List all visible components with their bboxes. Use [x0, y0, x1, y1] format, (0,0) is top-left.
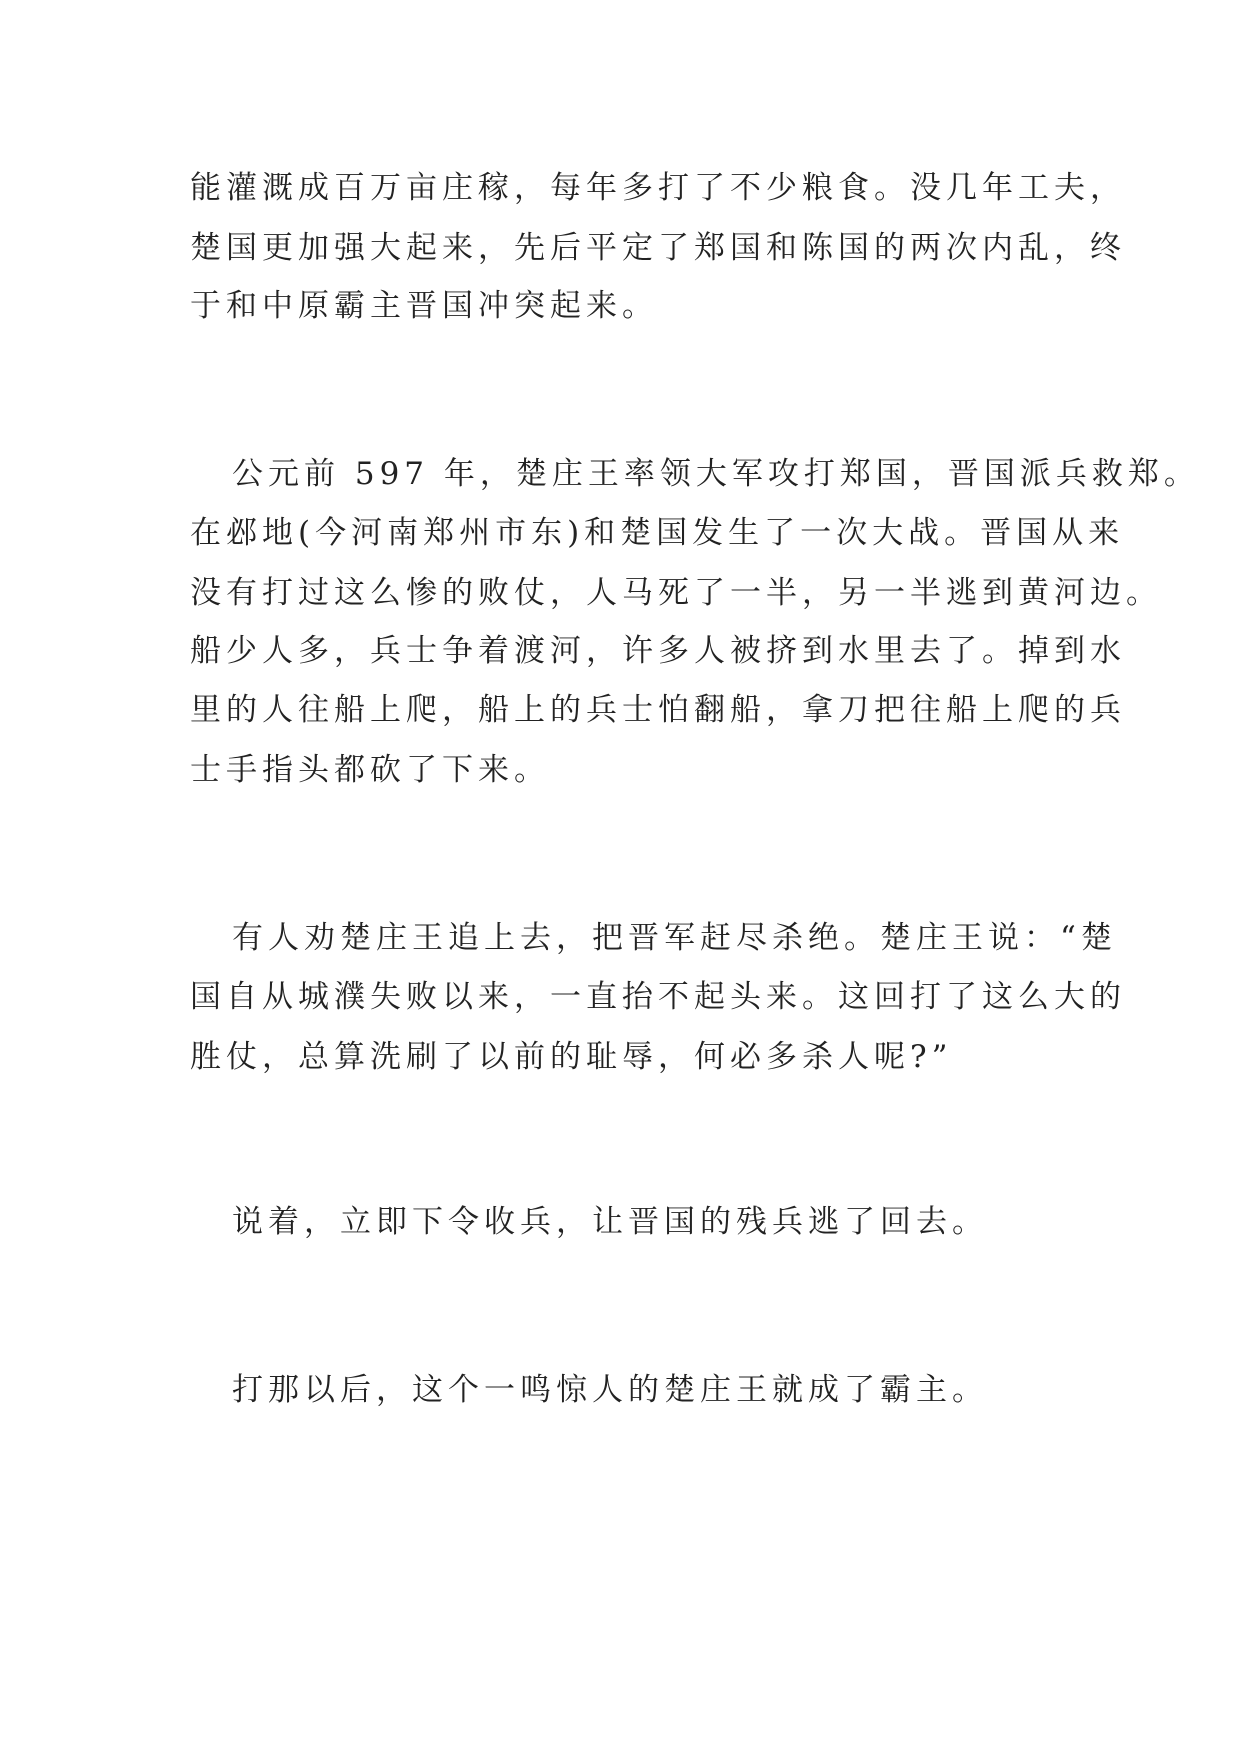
- paragraph-2-line-5: 里的人往船上爬，船上的兵士怕翻船，拿刀把往船上爬的兵: [190, 692, 1126, 728]
- paragraph-4-line-1: 说着，立即下令收兵，让晋国的残兵逃了回去。: [232, 1204, 988, 1240]
- paragraph-5-line-1: 打那以后，这个一鸣惊人的楚庄王就成了霸主。: [232, 1372, 988, 1408]
- paragraph-3-line-2: 国自从城濮失败以来，一直抬不起头来。这回打了这么大的: [190, 979, 1126, 1015]
- paragraph-1-line-3: 于和中原霸主晋国冲突起来。: [190, 288, 658, 324]
- paragraph-2-line-6: 士手指头都砍了下来。: [190, 752, 550, 788]
- paragraph-2-line-3: 没有打过这么惨的败仗，人马死了一半，另一半逃到黄河边。: [190, 575, 1162, 611]
- paragraph-2-line-2: 在邲地(今河南郑州市东)和楚国发生了一次大战。晋国从来: [190, 515, 1125, 551]
- paragraph-2-line-1: 公元前 597 年，楚庄王率领大军攻打郑国，晋国派兵救郑。: [232, 456, 1200, 492]
- paragraph-2-line-4: 船少人多，兵士争着渡河，许多人被挤到水里去了。掉到水: [190, 633, 1126, 669]
- paragraph-1-line-2: 楚国更加强大起来，先后平定了郑国和陈国的两次内乱，终: [190, 230, 1126, 266]
- paragraph-1-line-1: 能灌溉成百万亩庄稼，每年多打了不少粮食。没几年工夫，: [190, 170, 1126, 206]
- paragraph-3-line-1: 有人劝楚庄王追上去，把晋军赶尽杀绝。楚庄王说：“楚: [232, 920, 1117, 956]
- paragraph-3-line-3: 胜仗，总算洗刷了以前的耻辱，何必多杀人呢?”: [190, 1039, 953, 1075]
